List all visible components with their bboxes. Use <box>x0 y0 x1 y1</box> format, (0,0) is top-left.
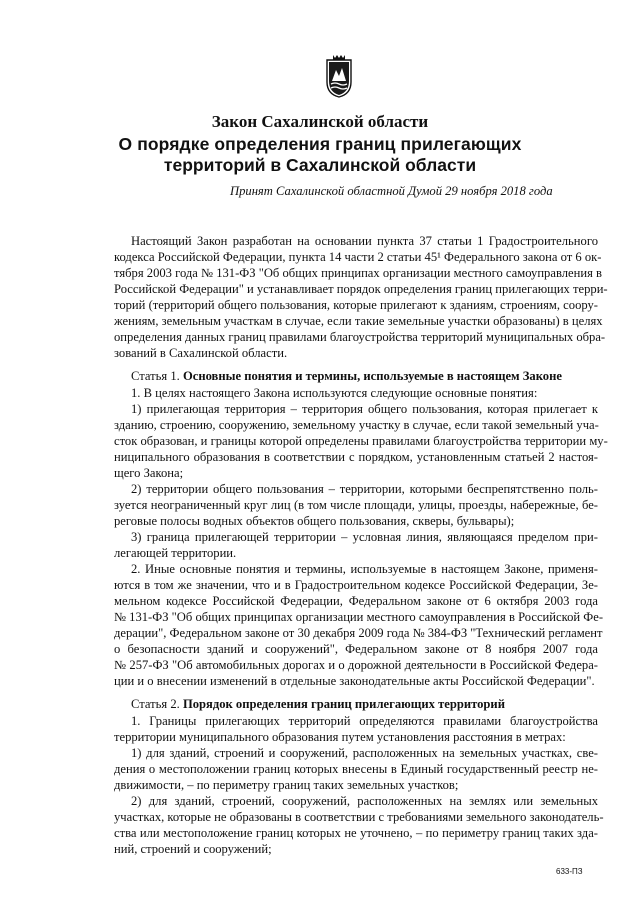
article-1-line: сток образован, и границы которой определены правилами благоустройства территории му- <box>114 434 608 448</box>
law-subject-line-2: территорий в Сахалинской области <box>163 155 477 175</box>
article-1-line: 1) прилегающая территория – территория общего пользования, которая прилегает к <box>131 402 598 416</box>
article-1-line: дерации", Федеральном законе от 30 декабря 2009 года № 384-ФЗ "Технический регламент <box>114 626 603 640</box>
article-1-line: о безопасности зданий и сооружений", Федеральном законе от 8 ноября 2007 года <box>114 642 598 656</box>
article-2-line: территории муниципального образования путем установления расстояния в метрах: <box>114 730 566 744</box>
article-2-line: движимости, – по периметру границ таких земельных участков; <box>114 778 459 792</box>
article-1-line: ниципального образования в соответствии с порядком, установленным статьей 2 настоя- <box>114 450 598 464</box>
article-2-line: 1) для зданий, строений и сооружений, расположенных на земельных участках, све- <box>131 746 598 760</box>
preamble-line: кодекса Российской Федерации, пункта 14 части 2 статьи 45¹ Федерального закона от 6 ок- <box>114 250 602 264</box>
article-1-line: ются в том же значении, что и в Градостроительном кодексе Российской Федерации, Зе- <box>114 578 598 592</box>
article-2-heading: Статья 2. Порядок определения границ прилегающих территорий <box>131 697 505 711</box>
article-1-line: мельном кодексе Российской Федерации, Федеральном законе от 6 октября 2003 года <box>114 594 598 608</box>
preamble-line: определения данных границ правилами благоустройства территорий муниципальных обра- <box>114 330 606 344</box>
article-1-line: 2. Иные основные понятия и термины, используемые в настоящем Законе, применя- <box>131 562 598 576</box>
article-1-heading: Статья 1. Основные понятия и термины, используемые в настоящем Законе <box>131 369 562 383</box>
adoption-note: Принят Сахалинской областной Думой 29 ноября 2018 года <box>230 184 553 198</box>
document-code: 633-ПЗ <box>556 867 583 876</box>
preamble-line: Настоящий Закон разработан на основании пункта 37 статьи 1 Градостроительного <box>131 234 598 248</box>
preamble-line: тября 2003 года № 131-ФЗ "Об общих принципах организации местного самоуправления в <box>114 266 602 280</box>
article-1-line: зуется неограниченный круг лиц (в том числе площади, улицы, проезды, набережные, бе- <box>114 498 598 512</box>
preamble-line: торий (территорий общего пользования, которые прилегают к зданиям, строениям, соору- <box>114 298 598 312</box>
article-1-line: ции и о внесении изменений в отдельные законодательные акты Российской Федерации". <box>114 674 595 688</box>
coat-of-arms-icon <box>326 54 352 98</box>
article-1-line: 3) граница прилегающей территории – условная линия, являющаяся пределом при- <box>131 530 598 544</box>
article-2-line: участках, которые не образованы в соответствии с требованиями земельного законодатель- <box>114 810 604 824</box>
article-1-line: легающей территории. <box>114 546 237 560</box>
preamble-line: Российской Федерации" и устанавливает порядок определения границ прилегающих терри- <box>114 282 608 296</box>
article-1-line: № 131-ФЗ "Об общих принципах организации местного самоуправления в Российской Фе- <box>114 610 604 624</box>
article-2-line: ний, строений и сооружений; <box>114 842 272 856</box>
article-1-line: 1. В целях настоящего Закона используются следующие основные понятия: <box>131 386 538 400</box>
article-1-line: реговые полосы водных объектов общего пользования, скверы, бульвары); <box>114 514 515 528</box>
article-2-line: 2) для зданий, строений, сооружений, расположенных на землях или земельных <box>131 794 598 808</box>
article-2-line: ства или местоположение границ которых не уточнено, – по периметру границ таких зда- <box>114 826 598 840</box>
preamble-line: зований в Сахалинской области. <box>114 346 288 360</box>
law-title: Закон Сахалинской области <box>211 112 429 131</box>
law-subject-line-1: О порядке определения границ прилегающих <box>118 134 522 154</box>
article-1-line: зданию, строению, сооружению, земельному участку в случае, если такой земельный уча- <box>114 418 599 432</box>
preamble-line: жениям, земельным участкам в случае, если такие земельные участки образованы) в целях <box>114 314 603 328</box>
article-2-line: дения о местоположении границ которых внесены в Единый государственный реестр не- <box>114 762 598 776</box>
article-2-line: 1. Границы прилегающих территорий определяются правилами благоустройства <box>131 714 598 728</box>
article-1-line: № 257-ФЗ "Об автомобильных дорогах и о дорожной деятельности в Российской Федера- <box>114 658 598 672</box>
article-1-line: 2) территории общего пользования – территории, которыми беспрепятственно поль- <box>131 482 598 496</box>
article-1-line: щего Закона; <box>114 466 184 480</box>
